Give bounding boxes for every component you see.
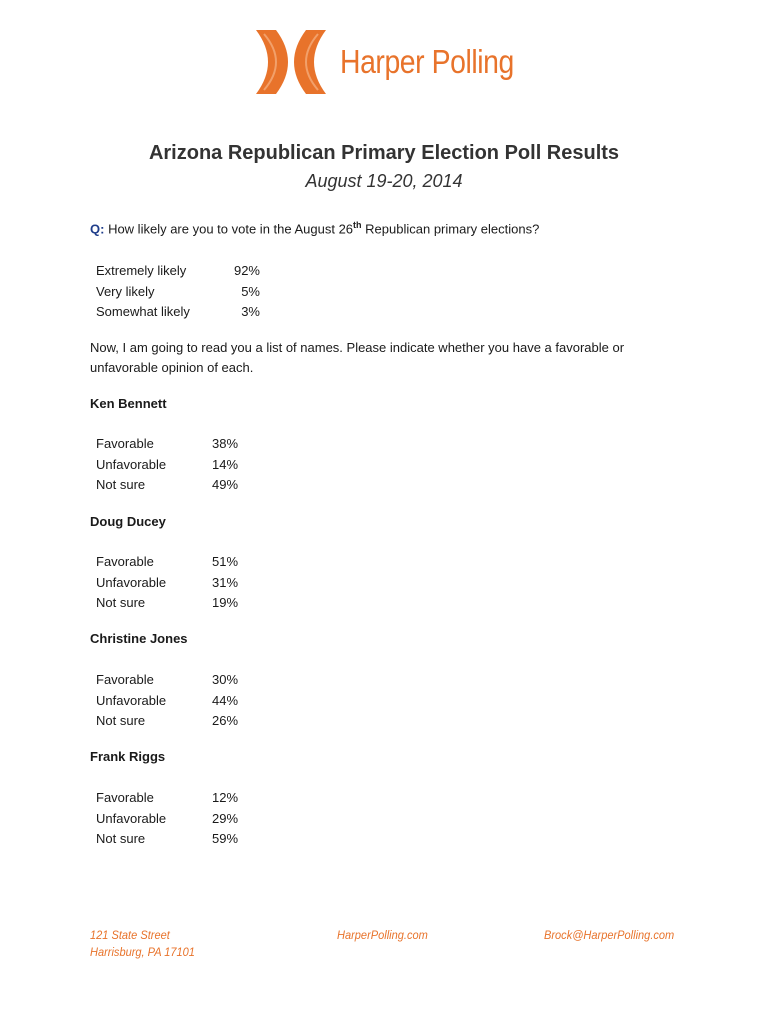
question-label: Q: bbox=[90, 221, 105, 237]
opinion-label: Favorable bbox=[96, 435, 154, 451]
candidate-name: Ken Bennett bbox=[90, 396, 167, 411]
email-link[interactable]: Brock@HarperPolling.com bbox=[544, 928, 675, 942]
table-row bbox=[96, 828, 252, 849]
candidate-favorability-table bbox=[96, 787, 252, 849]
opinion-value: 26% bbox=[212, 713, 239, 729]
response-label: Extremely likely bbox=[96, 262, 187, 278]
opinion-value: 19% bbox=[212, 595, 239, 611]
document-title: Arizona Republican Primary Election Poll Results bbox=[148, 142, 620, 164]
opinion-value: 59% bbox=[212, 831, 239, 847]
opinion-value: 44% bbox=[212, 692, 239, 708]
harper-polling-logo bbox=[254, 30, 542, 94]
opinion-value: 29% bbox=[212, 810, 239, 826]
response-value: 92% bbox=[233, 262, 260, 278]
opinion-label: Favorable bbox=[96, 671, 154, 687]
question-text-end: Republican primary elections? bbox=[361, 221, 540, 237]
opinion-label: Unfavorable bbox=[96, 574, 167, 590]
opinion-label: Unfavorable bbox=[96, 456, 167, 472]
response-value: 5% bbox=[241, 283, 260, 299]
address-line-2: Harrisburg, PA 17101 bbox=[90, 945, 195, 959]
table-row bbox=[96, 433, 252, 454]
response-row bbox=[96, 281, 260, 302]
opinion-label: Unfavorable bbox=[96, 692, 167, 708]
vote-likelihood-question bbox=[90, 220, 539, 236]
response-label: Very likely bbox=[96, 283, 155, 299]
table-row bbox=[96, 454, 252, 475]
opinion-value: 31% bbox=[212, 574, 239, 590]
table-row bbox=[96, 572, 252, 593]
opinion-value: 51% bbox=[212, 553, 239, 569]
website-link[interactable]: HarperPolling.com bbox=[337, 928, 428, 942]
candidate-favorability-table bbox=[96, 669, 252, 731]
opinion-value: 49% bbox=[212, 477, 239, 493]
candidate-favorability-table bbox=[96, 551, 252, 613]
response-value: 3% bbox=[241, 304, 260, 320]
opinion-label: Not sure bbox=[96, 713, 146, 729]
address-line-1: 121 State Street bbox=[90, 928, 170, 942]
opinion-label: Not sure bbox=[96, 477, 146, 493]
footer-email bbox=[544, 927, 674, 944]
opinion-value: 14% bbox=[212, 456, 239, 472]
table-row bbox=[96, 592, 252, 613]
harper-polling-logo-mark-icon bbox=[254, 30, 328, 94]
logo-wordmark: Harper Polling bbox=[340, 43, 514, 80]
opinion-value: 38% bbox=[212, 435, 239, 451]
response-label: Somewhat likely bbox=[96, 304, 190, 320]
vote-likelihood-table bbox=[96, 260, 260, 322]
question-ordinal-suffix: th bbox=[353, 220, 362, 230]
response-row bbox=[96, 301, 260, 322]
table-row bbox=[96, 474, 252, 495]
opinion-label: Not sure bbox=[96, 595, 146, 611]
opinion-value: 30% bbox=[212, 671, 239, 687]
table-row bbox=[96, 787, 252, 808]
response-row bbox=[96, 260, 260, 281]
candidate-name: Christine Jones bbox=[90, 631, 188, 646]
footer-website bbox=[337, 927, 428, 944]
table-row bbox=[96, 808, 252, 829]
opinion-label: Unfavorable bbox=[96, 810, 167, 826]
question-text: How likely are you to vote in the August 26 bbox=[104, 221, 354, 237]
candidate-name: Frank Riggs bbox=[90, 749, 166, 764]
opinion-label: Not sure bbox=[96, 831, 146, 847]
favorability-intro: Now, I am going to read you a list of names. Please indicate whether you have a favorable or unfavorable opinion of each. bbox=[90, 340, 625, 375]
table-row bbox=[96, 669, 252, 690]
table-row bbox=[96, 690, 252, 711]
opinion-value: 12% bbox=[212, 789, 239, 805]
document-subtitle: August 19-20, 2014 bbox=[305, 171, 463, 191]
candidate-name: Doug Ducey bbox=[90, 514, 166, 529]
opinion-label: Favorable bbox=[96, 553, 154, 569]
table-row bbox=[96, 551, 252, 572]
footer-address bbox=[90, 927, 195, 961]
candidate-favorability-table bbox=[96, 433, 252, 495]
table-row bbox=[96, 710, 252, 731]
opinion-label: Favorable bbox=[96, 789, 154, 805]
